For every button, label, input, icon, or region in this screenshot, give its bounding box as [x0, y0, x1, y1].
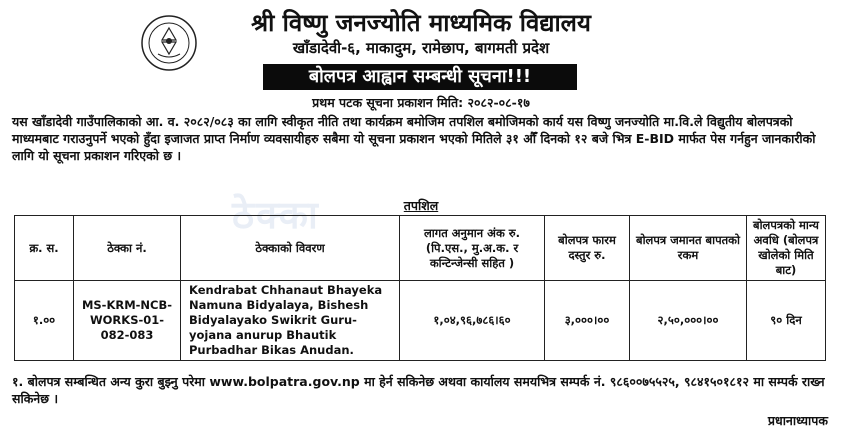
- header-description: ठेक्काको विवरण: [181, 216, 400, 281]
- school-address: खाँडादेवी-६, माकादुम, रामेछाप, बागमती प्रदेश: [292, 39, 550, 57]
- schedule-title: तपशिल: [403, 198, 439, 213]
- header-contract-no: ठेक्का नं.: [74, 216, 181, 281]
- header-validity: बोलपत्रको मान्य अवधि (बोलपत्र खोलेको मिति बाट): [747, 216, 826, 281]
- notice-body: यस खाँडादेवी गाउँपालिकाको आ. व. २०८२/०८३ का लागि स्वीकृत नीति तथा कार्यक्रम बमोजिम तपशिल बमोजिमको कार्य यस विष्णु जनज्योति मा.वि.ले विद्युतीय बोलपत्रको माध्यमबाट गराउनुपर्ने भएको हुँदा इजाजत प्राप्त निर्माण व्यवसायीहरु सबैमा यो सूचना प्रकाशन भएको मितिले ३१ औँ दिनको १२ बजे भित्र E-BID मार्फत पेस गर्नहुन जानकारीको लागि यो सूचना प्रकाशन गरिएको छ ।: [12, 114, 816, 163]
- cell-contract-no: MS-KRM-NCB-WORKS-01-082-083: [74, 281, 181, 361]
- cell-description: Kendrabat Chhanaut Bhayeka Namuna Bidyalaya, Bishesh Bidyalayako Swikrit Guru-yojana anurup Bhautik Purbadhar Bikas Anudan.: [181, 281, 400, 361]
- header-bid-security: बोलपत्र जमानत बापतको रकम: [630, 216, 747, 281]
- publication-date: प्रथम पटक सूचना प्रकाशन मिति: २०८२-०८-१७: [312, 95, 530, 110]
- table-header-row: [15, 216, 826, 281]
- footer-note: १. बोलपत्र सम्बन्धित अन्य कुरा बुझ्नु परेमा www.bolpatra.gov.np मा हेर्न सकिनेछ अथवा कार्यालय समयभित्र सम्पर्क नं. ९८६००७५५२५, ९८४१५०१८१२ मा सम्पर्क राख्न सकिनेछ ।: [12, 374, 825, 406]
- header-sn: क्र. स.: [15, 216, 74, 281]
- school-name: श्री विष्णु जनज्योति माध्यमिक विद्यालय: [251, 9, 591, 37]
- tender-table: [14, 215, 826, 361]
- cell-validity: ९० दिन: [747, 281, 826, 361]
- cell-form-fee: ३,०००।००: [545, 281, 630, 361]
- notice-title-banner: बोलपत्र आह्वान सम्बन्धी सूचना!!!: [263, 64, 577, 90]
- cell-cost-estimate: १,०४,९६,७८६।६०: [400, 281, 545, 361]
- table-row: [15, 281, 826, 361]
- cell-bid-security: २,५०,०००।००: [630, 281, 747, 361]
- header-cost-estimate: लागत अनुमान अंक रु. (पि.एस., मु.अ.क. र कन्टिन्जेन्सी सहित ): [400, 216, 545, 281]
- watermark: ठेक्का: [232, 193, 320, 237]
- cell-sn: १.००: [15, 281, 74, 361]
- signatory: प्रधानाध्यापक: [767, 413, 828, 428]
- header-form-fee: बोलपत्र फारम दस्तुर रु.: [545, 216, 630, 281]
